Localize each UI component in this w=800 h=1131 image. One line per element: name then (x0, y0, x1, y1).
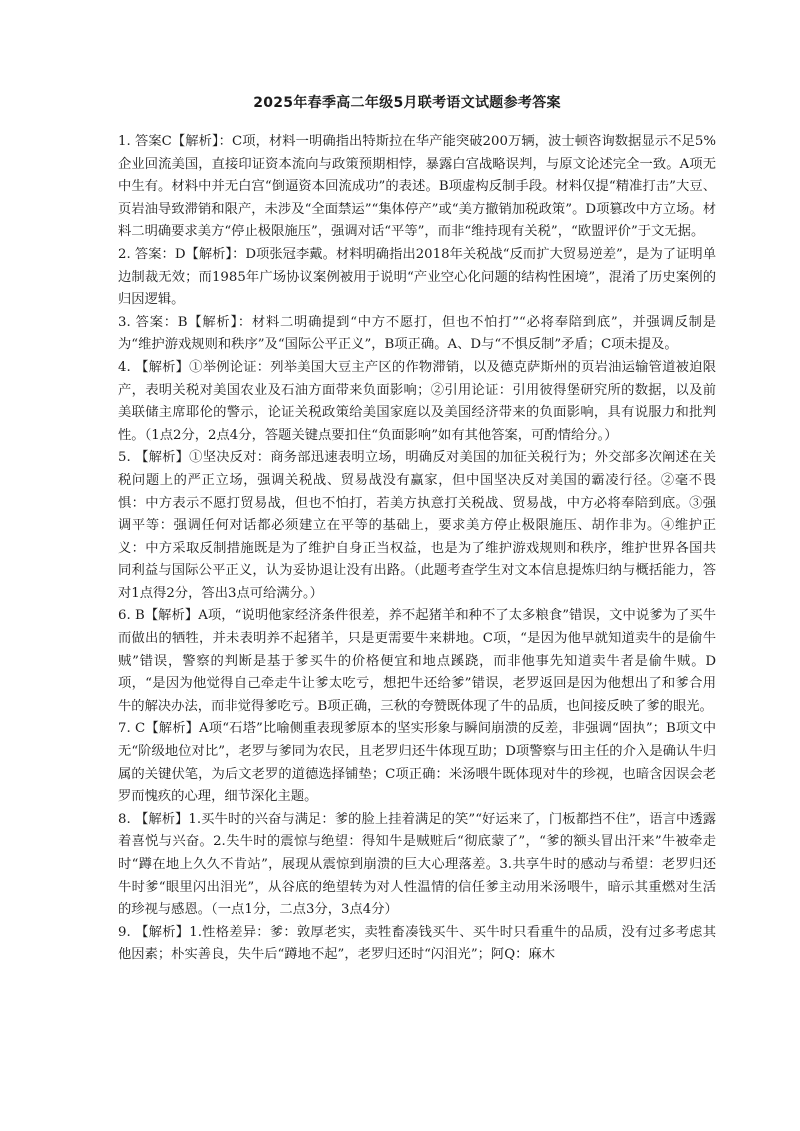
answer-paragraph-7: 7. C【解析】A项“石塔”比喻侧重表现爹原本的坚实形象与瞬间崩溃的反差，非强调“固执”；B项文中无“阶级地位对比”，老罗与爹同为农民，且老罗归还牛体现互助；D项警察与田主任的介入是确认牛归属的关键伏笔，为后文老罗的道德选择铺垫；C项正确：米汤喂牛既体现对牛的珍视，也暗含因误会老罗而愧疚的心理，细节深化主题。 (118, 721, 716, 805)
answer-paragraph-5: 5. 【解析】①坚决反对：商务部迅速表明立场，明确反对美国的加征关税行为；外交部多次阐述在关税问题上的严正立场，强调关税战、贸易战没有赢家，但中国坚决反对美国的霸凌行径。②毫不畏惧：中方表示不愿打贸易战，但也不怕打，若美方执意打关税战、贸易战，中方必将奉陪到底。③强调平等：强调任何对话都必须建立在平等的基础上，要求美方停止极限施压、胡作非为。④维护正义：中方采取反制措施既是为了维护自身正当权益，也是为了维护游戏规则和秩序，维护世界各国共同利益与国际公平正义，认为妥协退让没有出路。（此题考查学生对文本信息提炼归纳与概括能力，答对1点得2分，答出3点可给满分。） (118, 450, 716, 601)
answer-paragraph-8: 8. 【解析】1.买牛时的兴奋与满足：爹的脸上挂着满足的笑”“好运来了，门板都挡不住”，语言中透露着喜悦与兴奋。2.失牛时的震惊与绝望：得知牛是贼赃后“彻底蒙了”，“爹的额头冒出汗来”牛被牵走时“蹲在地上久久不肯站”，展现从震惊到崩溃的巨大心理落差。3.共享牛时的感动与希望：老罗归还牛时爹“眼里闪出泪光”，从谷底的绝望转为对人性温情的信任爹主动用米汤喂牛，暗示其重燃对生活的珍视与感恩。（一点1分，二点3分，3点4分） (118, 811, 716, 918)
answer-paragraph-6: 6. B【解析】A项，“说明他家经济条件很差，养不起猪羊和种不了太多粮食”错误，文中说爹为了买牛而做出的牺牲，并未表明养不起猪羊，只是更需要牛来耕地。C项，“是因为他早就知道卖牛的是偷牛贼”错误，警察的判断是基于爹买牛的价格便宜和地点蹊跷，而非他事先知道卖牛者是偷牛贼。D项，“是因为他觉得自己牵走牛让爹太吃亏，想把牛还给爹”错误，老罗返回是因为他想出了和爹合用牛的解决办法，而非觉得爹吃亏。B项正确，三秋的夸赞既体现了牛的品质，也间接反映了爹的眼光。 (118, 608, 716, 714)
answer-paragraph-3: 3. 答案：B【解析】：材料二明确提到“中方不愿打，但也不怕打”“必将奉陪到底”，并强调反制是为“维护游戏规则和秩序”及“国际公平正义”，B项正确。A、D与“不惧反制”矛盾；C项未提及。 (118, 314, 716, 353)
answer-paragraph-4: 4. 【解析】①举例论证：列举美国大豆主产区的作物滞销，以及德克萨斯州的页岩油运输管道被迫限产，表明关税对美国农业及石油方面带来负面影响；②引用论证：引用彼得堡研究所的数据，以及前美联储主席耶伦的警示，论证关税政策给美国家庭以及美国经济带来的负面影响，具有说服力和批判性。（1点2分，2点4分，答题关键点要扣住“负面影响”如有其他答案，可酌情给分。） (118, 359, 716, 443)
answer-paragraph-2: 2. 答案：D【解析】：D项张冠李戴。材料明确指出2018年关税战“反而扩大贸易逆差”，是为了证明单边制裁无效；而1985年广场协议案例被用于说明“产业空心化问题的结构性困境”，混淆了历史案例的归因逻辑。 (118, 246, 716, 308)
document-title: 2025年春季高二年级5月联考语文试题参考答案 (253, 95, 561, 111)
answer-paragraph-9: 9. 【解析】1.性格差异：爹：敦厚老实，卖牲畜凑钱买牛、买牛时只看重牛的品质，没有过多考虑其他因素；朴实善良，失牛后“蹲地不起”，老罗归还时“闪泪光”；阿Q：麻木 (118, 924, 716, 963)
answer-paragraph-1: 1. 答案C【解析】：C项，材料一明确指出特斯拉在华产能突破200万辆，波士顿咨询数据显示不足5%企业回流美国，直接印证资本流向与政策预期相悖，暴露白宫战略误判，与原文论述完全一致。A项无中生有。材料中并无白宫“倒逼资本回流成功”的表述。B项虚构反制手段。材料仅提“精准打击”大豆、页岩油导致滞销和限产，未涉及“全面禁运”“集体停产”或“美方撤销加税政策”。D项篡改中方立场。材料二明确要求美方“停止极限施压”，强调对话“平等”，而非“维持现有关税”，“欧盟评价”于文无据。 (118, 134, 716, 240)
